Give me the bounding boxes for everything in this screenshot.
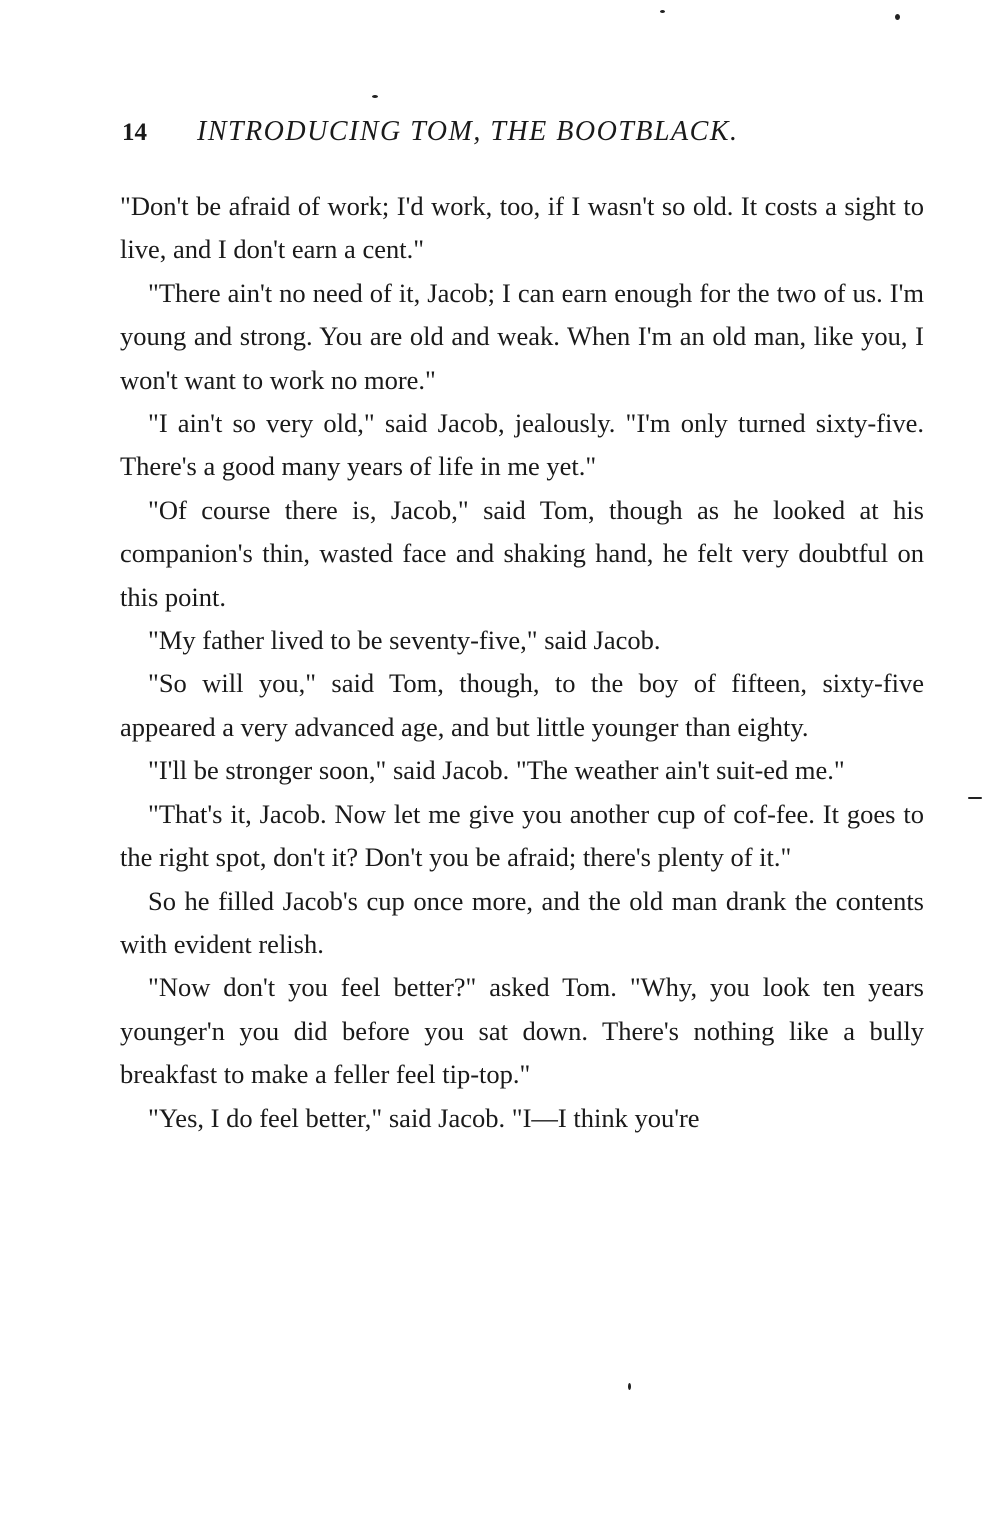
page-number: 14 [122,119,147,146]
paragraph: "Now don't you feel better?" asked Tom. "Why, you look ten years younger'n you did before you sat down. There's nothing like a bully breakfast to make a feller feel tip-top." [120,972,924,1090]
body-text [120,185,924,1140]
paragraph: "Yes, I do feel better," said Jacob. "I—I think you're [148,1102,700,1133]
paragraph: "That's it, Jacob. Now let me give you another cup of cof-fee. It goes to the right spot, don't it? Don't you be afraid; there's plenty of it." [120,798,924,873]
running-head [122,112,862,152]
paragraph: "My father lived to be seventy-five," said Jacob. [148,625,661,656]
scan-speck [660,10,665,13]
paragraph: "So will you," said Tom, though, to the boy of fifteen, sixty-five appeared a very advanced age, and but little younger than eighty. [120,668,924,742]
scan-speck [628,1383,631,1390]
scan-speck [372,95,378,98]
paragraph: "There ain't no need of it, Jacob; I can earn enough for the two of us. I'm young and strong. You are old and weak. When I'm an old man, like you, I won't want to work no more." [120,277,924,395]
paragraph: "I ain't so very old," said Jacob, jealously. "I'm only turned sixty-five. There's a good many years of life in me yet." [120,408,924,482]
paragraph: "I'll be stronger soon," said Jacob. "The weather ain't suit-ed me." [148,755,845,786]
scan-speck [968,797,982,799]
paragraph: "Of course there is, Jacob," said Tom, though as he looked at his companion's thin, wasted face and shaking hand, he felt very doubtful on this point. [120,494,924,612]
running-title: INTRODUCING TOM, THE BOOTBLACK. [197,116,739,147]
scan-speck [895,14,900,20]
paragraph: So he filled Jacob's cup once more, and the old man drank the contents with evident relish. [120,885,924,959]
paragraph: "Don't be afraid of work; I'd work, too, if I wasn't so old. It costs a sight to live, and I don't earn a cent." [120,191,924,265]
